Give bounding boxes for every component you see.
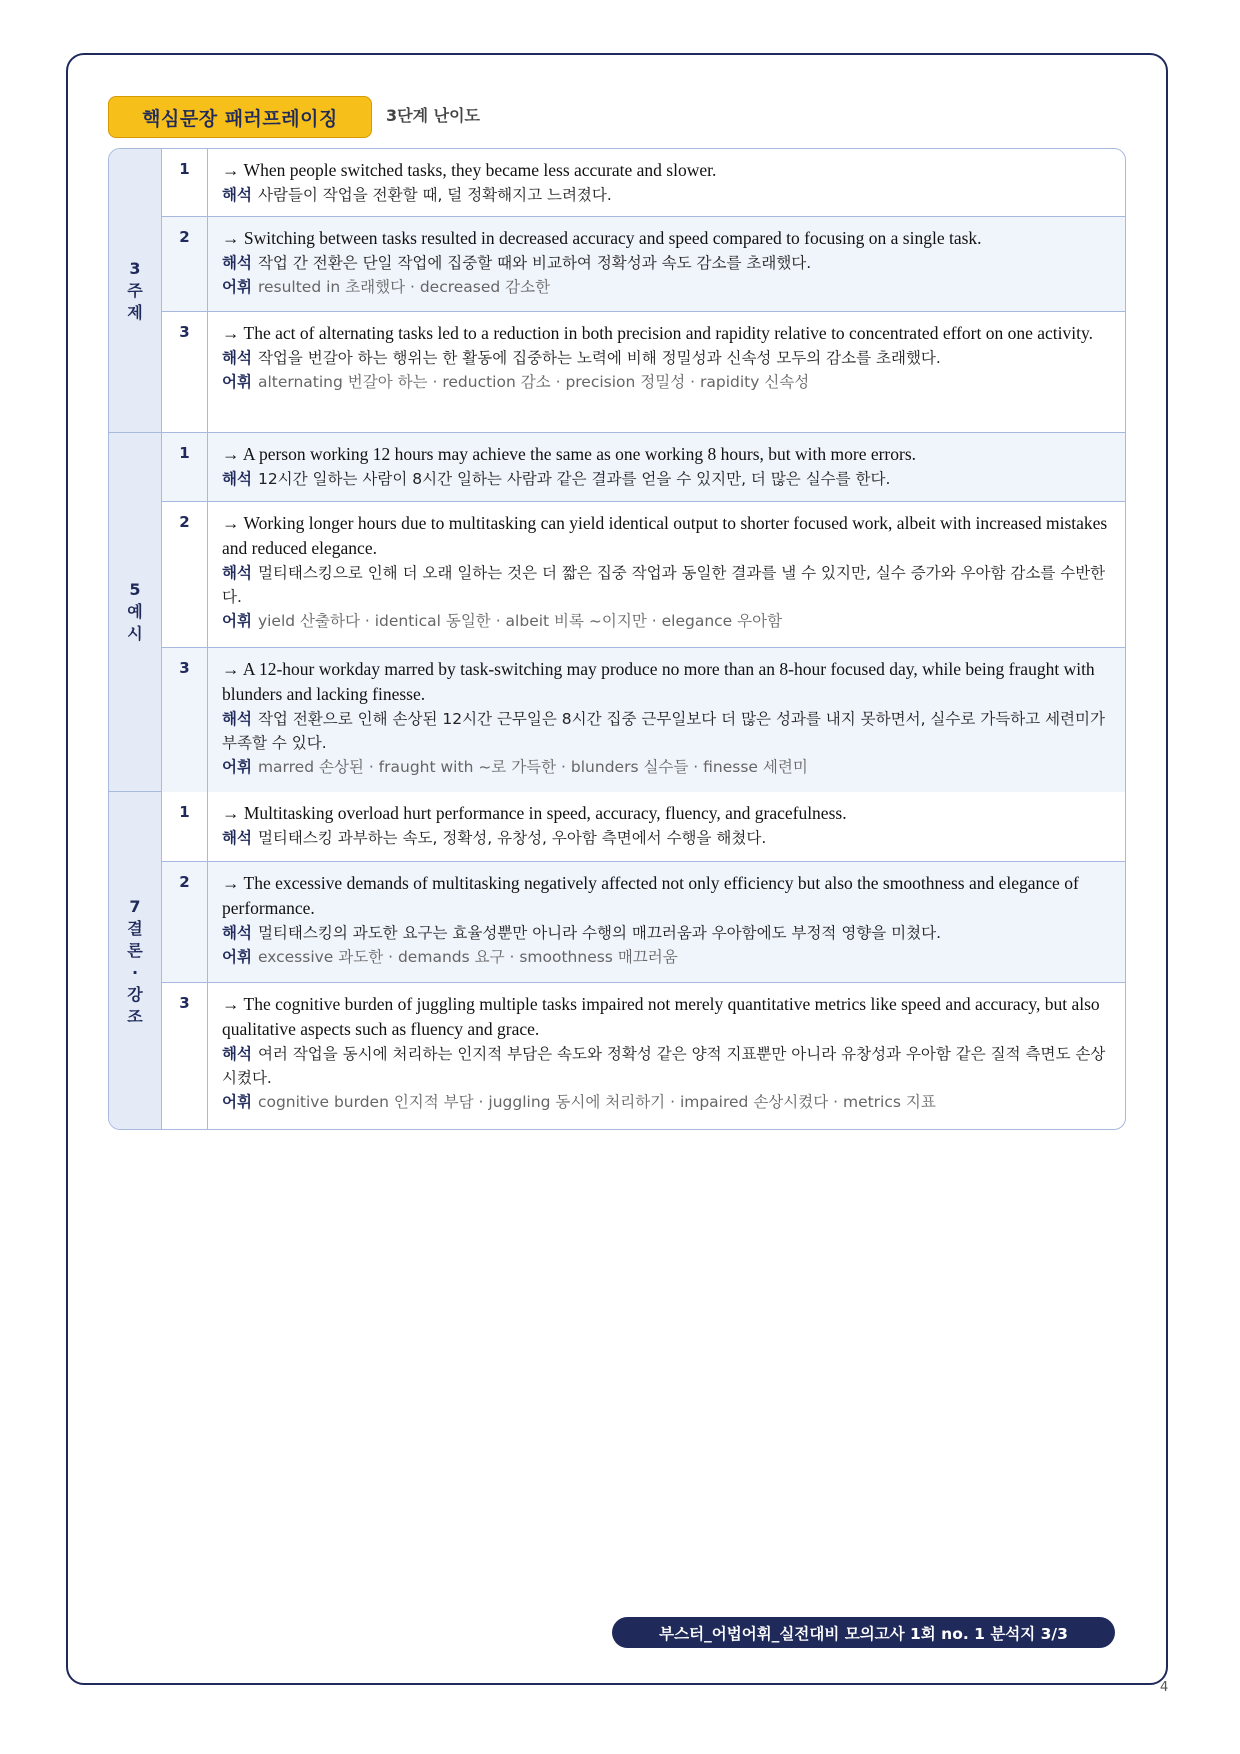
table-row [162,648,1125,792]
translation-text: 작업을 번갈아 하는 행위는 한 활동에 집중하는 노력에 비해 정밀성과 신속성 모두의 감소를 초래했다. [257,349,941,367]
table-row [162,217,1125,312]
table-row [162,983,1125,1130]
english-sentence: → When people switched tasks, they became less accurate and slower. [222,160,717,180]
translation-text: 작업 전환으로 인해 손상된 12시간 근무일은 8시간 집중 근무일보다 더 많은 성과를 내지 못하면서, 실수로 가득하고 세련미가 부족할 수 있다. [222,710,1105,752]
english-sentence: → Multitasking overload hurt performance in speed, accuracy, fluency, and gracefulness. [222,803,847,823]
vocab-text: yield 산출하다 · identical 동일한 · albeit 비록 ~이지만 · elegance 우아함 [257,612,783,630]
translation-text: 작업 간 전환은 단일 작업에 집중할 때와 비교하여 정확성과 속도 감소를 초래했다. [257,254,812,272]
footer-badge: 부스터_어법어휘_실전대비 모의고사 1회 no. 1 분석지 3/3 [612,1617,1115,1648]
translation-label: 해석 [222,710,252,728]
table-row [162,312,1125,433]
english-sentence: → A person working 12 hours may achieve the same as one working 8 hours, but with more errors. [222,444,917,464]
row-number: 3 [162,648,208,792]
english-sentence: → The excessive demands of multitasking negatively affected not only efficiency but also the smoothness and elegance of performance. [222,873,1079,918]
translation-label: 해석 [222,186,252,204]
vocab-text: excessive 과도한 · demands 요구 · smoothness 매끄러움 [257,948,678,966]
group-conclusion [109,792,1125,1130]
page-number: 4 [1160,1680,1169,1695]
row-number: 1 [162,792,208,861]
vocab-text: marred 손상된 · fraught with ~로 가득한 · blunders 실수들 · finesse 세련미 [257,758,808,776]
row-number: 1 [162,149,208,216]
section-title: 핵심문장 패러프레이징 [108,96,372,138]
row-number: 3 [162,983,208,1130]
vocab-label: 어휘 [222,278,252,296]
translation-label: 해석 [222,349,252,367]
row-number: 1 [162,433,208,501]
difficulty-label: 3단계 난이도 [386,106,480,125]
vocab-text: resulted in 초래했다 · decreased 감소한 [257,278,551,296]
table-row [162,502,1125,648]
vocab-label: 어휘 [222,758,252,776]
vocab-label: 어휘 [222,612,252,630]
translation-text: 멀티태스킹 과부하는 속도, 정확성, 유창성, 우아함 측면에서 수행을 해쳤다. [257,829,767,847]
vocab-text: cognitive burden 인지적 부담 · juggling 동시에 처리하기 · impaired 손상시켰다 · metrics 지표 [257,1093,936,1111]
translation-text: 멀티태스킹의 과도한 요구는 효율성뿐만 아니라 수행의 매끄러움과 우아함에도 부정적 영향을 미쳤다. [257,924,942,942]
translation-text: 12시간 일하는 사람이 8시간 일하는 사람과 같은 결과를 얻을 수 있지만, 더 많은 실수를 한다. [257,470,891,488]
group-topic [109,149,1125,433]
group-label: 3 주 제 [109,149,162,432]
group-example [109,433,1125,792]
vocab-label: 어휘 [222,1093,252,1111]
english-sentence: → A 12-hour workday marred by task-switching may produce no more than an 8-hour focused day, while being fraught with blunders and lacking finesse. [222,659,1095,704]
row-number: 2 [162,217,208,311]
vocab-label: 어휘 [222,373,252,391]
table-row [162,792,1125,862]
translation-label: 해석 [222,829,252,847]
english-sentence: → Working longer hours due to multitasking can yield identical output to shorter focused work, albeit with increased mistakes and reduced elegance. [222,513,1108,558]
vocab-text: alternating 번갈아 하는 · reduction 감소 · precision 정밀성 · rapidity 신속성 [257,373,810,391]
row-number: 2 [162,502,208,647]
translation-label: 해석 [222,470,252,488]
table-row [162,149,1125,217]
table-row [162,862,1125,983]
translation-text: 사람들이 작업을 전환할 때, 덜 정확해지고 느려졌다. [257,186,612,204]
group-label: 7 결 론· 강 조 [109,792,162,1130]
group-label: 5 예 시 [109,433,162,791]
english-sentence: → The act of alternating tasks led to a reduction in both precision and rapidity relative to concentrated effort on one activity. [222,323,1093,343]
english-sentence: → Switching between tasks resulted in decreased accuracy and speed compared to focusing on a single task. [222,228,982,248]
table-row [162,433,1125,502]
translation-text: 여러 작업을 동시에 처리하는 인지적 부담은 속도와 정확성 같은 양적 지표뿐만 아니라 유창성과 우아함 같은 질적 측면도 손상시켰다. [222,1045,1106,1087]
row-number: 3 [162,312,208,433]
translation-label: 해석 [222,1045,252,1063]
translation-label: 해석 [222,564,252,582]
vocab-label: 어휘 [222,948,252,966]
paraphrase-table [108,148,1126,1130]
english-sentence: → The cognitive burden of juggling multiple tasks impaired not merely quantitative metrics like speed and accuracy, but also qualitative aspects such as fluency and grace. [222,994,1100,1039]
row-number: 2 [162,862,208,982]
translation-label: 해석 [222,924,252,942]
translation-text: 멀티태스킹으로 인해 더 오래 일하는 것은 더 짧은 집중 작업과 동일한 결과를 낼 수 있지만, 실수 증가와 우아함 감소를 수반한다. [222,564,1106,606]
translation-label: 해석 [222,254,252,272]
